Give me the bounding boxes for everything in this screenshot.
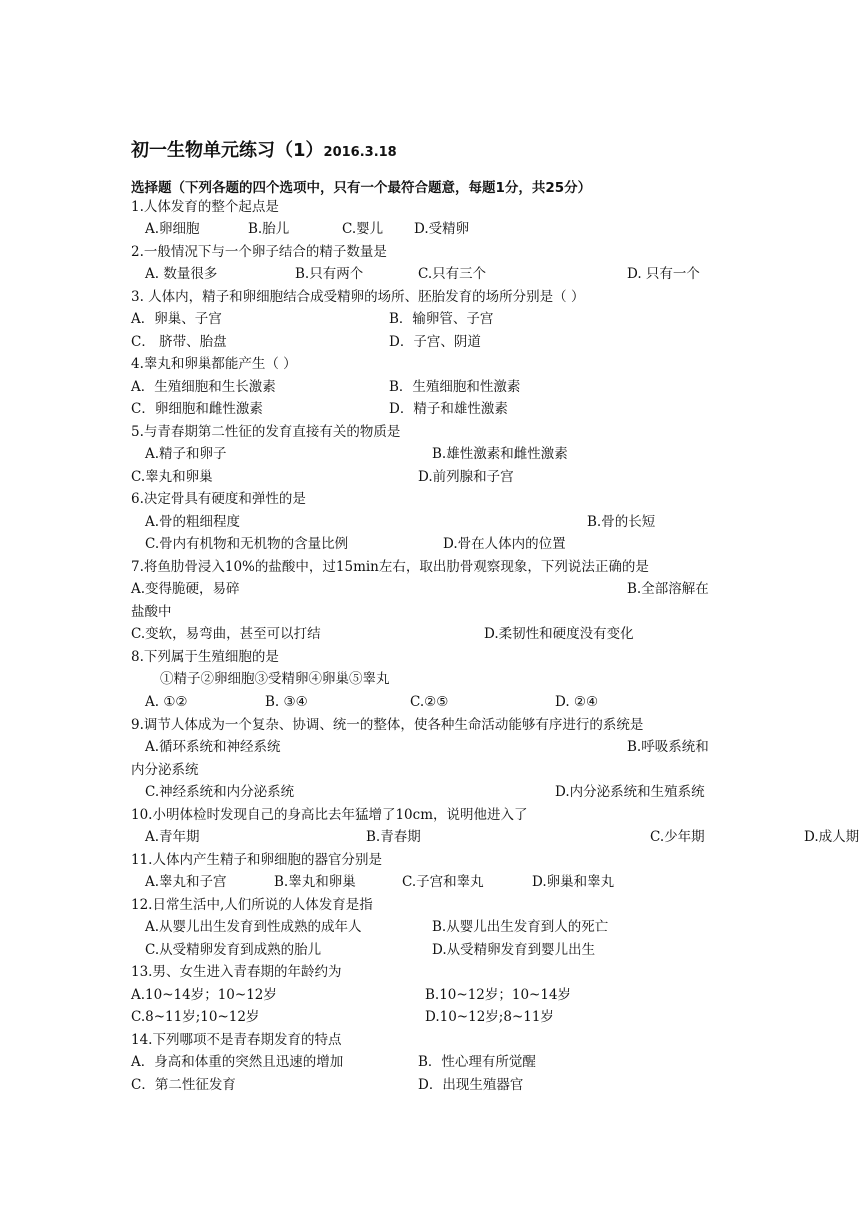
option-a: A.卵细胞: [145, 221, 200, 237]
option-a: A.循环系统和神经系统: [145, 739, 281, 755]
question-stem: 9.调节人体成为一个复杂、协调、统一的整体，使各种生命活动能够有序进行的系统是: [131, 717, 644, 733]
option-b: B.青春期: [366, 829, 421, 845]
option-b: B．性心理有所觉醒: [418, 1054, 536, 1070]
question-stem: 3. 人体内，精子和卵细胞结合成受精卵的场所、胚胎发育的场所分别是（ ）: [131, 289, 585, 305]
option-b: B.呼吸系统和: [627, 739, 709, 755]
option-b: B.雄性激素和雌性激素: [432, 446, 568, 462]
option-d: D. ②④: [555, 694, 599, 710]
option-a: A．生殖细胞和生长激素: [131, 379, 276, 395]
option-d: D. 只有一个: [627, 266, 700, 282]
option-b: B.只有两个: [295, 266, 364, 282]
option-b: B．生殖细胞和性激素: [389, 379, 521, 395]
option-b: B.全部溶解在: [627, 581, 709, 597]
option-b: B.10~12岁；10~14岁: [425, 987, 572, 1003]
option-c: C． 脐带、胎盘: [131, 334, 227, 350]
option-a: A. 数量很多: [145, 266, 218, 282]
question-stem: 12.日常生活中,人们所说的人体发育是指: [131, 897, 373, 913]
option-c: C.神经系统和内分泌系统: [145, 784, 295, 800]
option-a: A.从婴儿出生发育到性成熟的成年人: [145, 919, 362, 935]
option-b-continued: 盐酸中: [131, 604, 172, 620]
question-stem: 10.小明体检时发现自己的身高比去年猛增了10cm，说明他进入了: [131, 807, 528, 823]
option-c: C.只有三个: [418, 266, 487, 282]
option-a: A.10~14岁；10~12岁: [131, 987, 277, 1003]
option-c: C.8~11岁;10~12岁: [131, 1009, 260, 1025]
option-b-continued: 内分泌系统: [131, 762, 199, 778]
option-b: B. ③④: [265, 694, 308, 710]
question-stem: 2.一般情况下与一个卵子结合的精子数量是: [131, 244, 387, 260]
option-d: D.内分泌系统和生殖系统: [555, 784, 705, 800]
option-c: C.子宫和睾丸: [402, 874, 484, 890]
option-d: D.受精卵: [414, 221, 470, 237]
option-a: A.精子和卵子: [145, 446, 227, 462]
option-d: D．精子和雄性激素: [389, 401, 508, 417]
option-c: C.变软，易弯曲，甚至可以打结: [131, 626, 321, 642]
question-stem: 14.下列哪项不是青春期发育的特点: [131, 1032, 342, 1048]
option-a: A.青年期: [145, 829, 200, 845]
option-b: B.胎儿: [248, 221, 290, 237]
option-d: D.卵巢和睾丸: [532, 874, 615, 890]
option-d: D.成人期: [804, 829, 860, 845]
question-stem: 13.男、女生进入青春期的年龄约为: [131, 964, 342, 980]
option-d: D.10~12岁;8~11岁: [425, 1009, 554, 1025]
option-d: D.柔韧性和硬度没有变化: [484, 626, 634, 642]
section-heading: 选择题（下列各题的四个选项中，只有一个最符合题意，每题1分，共25分）: [131, 180, 592, 196]
option-d: D.骨在人体内的位置: [443, 536, 566, 552]
option-c: C．卵细胞和雌性激素: [131, 401, 263, 417]
option-b: B.骨的长短: [587, 514, 656, 530]
option-a: A.骨的粗细程度: [145, 514, 241, 530]
question-stem: 11.人体内产生精子和卵细胞的器官分别是: [131, 852, 382, 868]
option-a: A. ①②: [145, 694, 188, 710]
question-stem: 5.与青春期第二性征的发育直接有关的物质是: [131, 424, 401, 440]
question-stem: 7.将鱼肋骨浸入10%的盐酸中，过15min左右，取出肋骨观察现象，下列说法正确的是: [131, 559, 649, 575]
option-d: D．子宫、阴道: [389, 334, 481, 350]
option-a: A．身高和体重的突然且迅速的增加: [131, 1054, 344, 1070]
title-date: 2016.3.18: [323, 145, 397, 160]
option-c: C.婴儿: [342, 221, 384, 237]
option-c: C．第二性征发育: [131, 1077, 236, 1093]
question-stem: 8.下列属于生殖细胞的是: [131, 649, 279, 665]
page-title: [131, 136, 397, 162]
option-c: C.从受精卵发育到成熟的胎儿: [145, 942, 322, 958]
option-c: C.②⑤: [410, 694, 449, 710]
option-b: B.睾丸和卵巢: [274, 874, 356, 890]
option-c: C.少年期: [650, 829, 705, 845]
question-items: ①精子②卵细胞③受精卵④卵巢⑤睾丸: [160, 671, 390, 687]
question-stem: 6.决定骨具有硬度和弹性的是: [131, 491, 306, 507]
option-c: C.骨内有机物和无机物的含量比例: [145, 536, 349, 552]
option-d: D.前列腺和子宫: [418, 469, 514, 485]
option-a: A.变得脆硬，易碎: [131, 581, 240, 597]
option-d: D．出现生殖器官: [418, 1077, 524, 1093]
question-stem: 4.睾丸和卵巢都能产生（ ）: [131, 356, 297, 372]
title-text: 初一生物单元练习（1）: [131, 140, 324, 161]
option-d: D.从受精卵发育到婴儿出生: [432, 942, 596, 958]
option-b: B.从婴儿出生发育到人的死亡: [432, 919, 609, 935]
option-b: B．输卵管、子宫: [389, 311, 494, 327]
option-a: A.睾丸和子宫: [145, 874, 227, 890]
option-c: C.睾丸和卵巢: [131, 469, 213, 485]
option-a: A．卵巢、子宫: [131, 311, 222, 327]
question-stem: 1.人体发育的整个起点是: [131, 199, 279, 215]
